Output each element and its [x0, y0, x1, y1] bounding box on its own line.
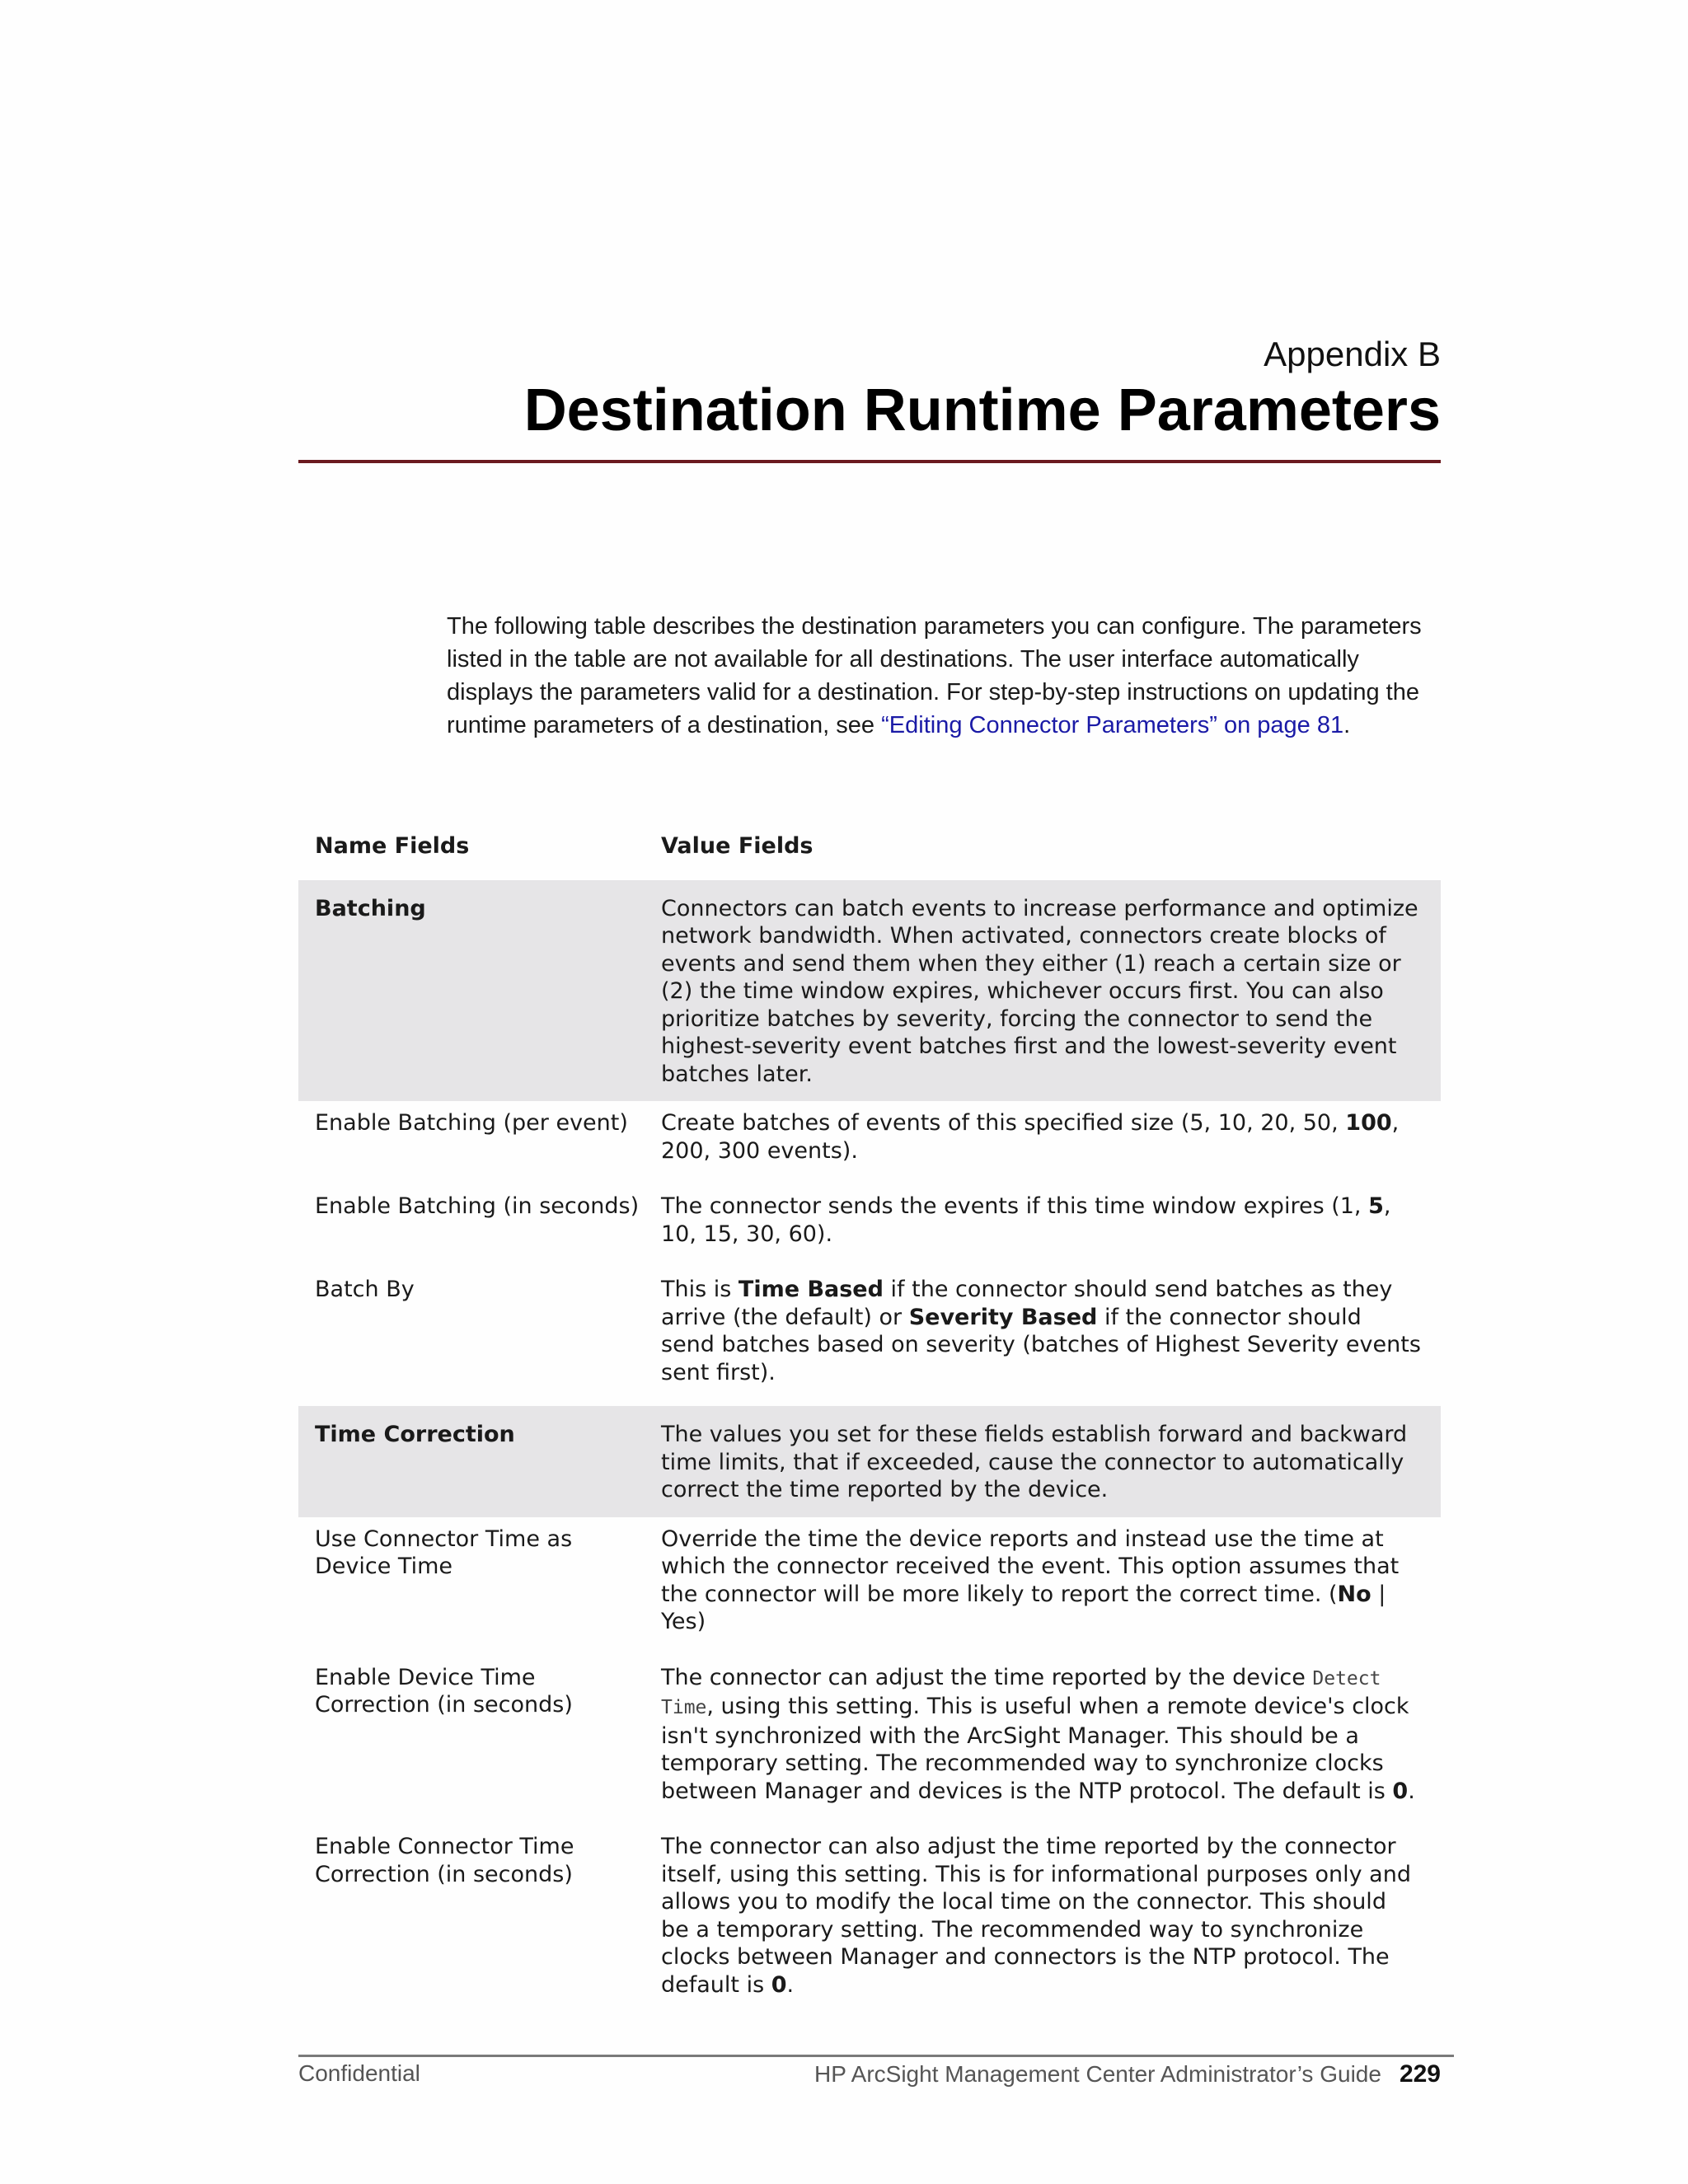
footer-guide-title: [814, 2060, 1441, 2088]
destination-parameters-table: [298, 824, 1441, 2018]
option-time-based: Time Based: [738, 1277, 884, 1302]
value-cell: The connector can adjust the time reported by the device Detect Time, using this setting. This is useful when a remote device's clock isn't synchronized with the ArcSight Manager. This should be a temporary setting. The recommended way to synchronize clocks between Manager and devices is the NTP protocol. The default is 0.: [661, 1664, 1415, 1804]
name-cell: Time Correction: [298, 1406, 661, 1517]
name-cell: Enable Batching (in seconds): [315, 1193, 640, 1219]
table-row: [298, 1517, 1441, 1656]
intro-paragraph: [447, 610, 1441, 742]
footer-confidential: Confidential: [298, 2060, 420, 2086]
value-cell: The connector can also adjust the time reported by the connector itself, using this setting. This is for informational purposes only and allows you to modify the local time on the connector. This should be a temporary setting. The recommended way to synchronize clocks between Manager and connectors is the NTP protocol. The default is 0.: [661, 1834, 1411, 1998]
intro-end: .: [1343, 712, 1351, 738]
table-row: [298, 1656, 1441, 1825]
default-value: 0: [771, 1971, 787, 1998]
option-severity-based: Severity Based: [908, 1304, 1098, 1330]
name-cell: Use Connector Time as Device Time: [315, 1526, 573, 1579]
default-value: No: [1337, 1581, 1372, 1607]
value-cell: Override the time the device reports and instead use the time at which the connector received the event. This option assumes that the connector will be more likely to report the correct time. (No | Yes): [661, 1526, 1400, 1634]
guide-name: HP ArcSight Management Center Administrator’s Guide: [814, 2061, 1381, 2087]
default-value: 100: [1345, 1110, 1392, 1136]
table-row: [298, 1184, 1441, 1268]
value-cell: The connector sends the events if this time window expires (1, 5, 10, 15, 30, 60).: [661, 1193, 1391, 1247]
value-cell: Connectors can batch events to increase performance and optimize network bandwidth. When activated, connectors create blocks of events and send them when they either (1) reach a certain size or (2) the time window expires, whichever occurs first. You can also prioritize batches by severity, forcing the connector to send the highest-severity event batches first and the lowest-severity event batches later.: [661, 880, 1441, 1102]
code-detect-time: Detect Time: [661, 1667, 1381, 1718]
intro-text: The following table describes the destination parameters you can configure. The parameters listed in the table are not available for all destinations. The user interface automatically displays the parameters valid for a destination. For step-by-step instructions on updating the runtime parameters of a destination, see: [447, 613, 1422, 738]
default-value: 5: [1368, 1193, 1384, 1219]
footer-rule: [298, 2055, 1454, 2057]
name-cell: Enable Connector Time Correction (in seconds): [315, 1834, 574, 1887]
table-row: [298, 1268, 1441, 1406]
default-value: 0: [1392, 1778, 1409, 1804]
value-cell: The values you set for these fields establish forward and backward time limits, that if exceeded, cause the connector to automatically correct the time reported by the device.: [661, 1406, 1441, 1517]
title-rule: [298, 460, 1441, 463]
value-cell: Create batches of events of this specified size (5, 10, 20, 50, 100, 200, 300 events).: [661, 1110, 1400, 1164]
name-cell: Enable Device Time Correction (in seconds): [315, 1664, 573, 1718]
appendix-label: Appendix B: [1264, 335, 1441, 373]
table-row: [298, 1825, 1441, 2018]
page-header: [298, 334, 1441, 444]
table-row: [298, 1101, 1441, 1184]
section-row-time-correction: [298, 1406, 1441, 1517]
value-cell: This is Time Based if the connector should send batches as they arrive (the default) or Severity Based if the connector should send batches based on severity (batches of Highest Severity events sent first).: [661, 1277, 1421, 1385]
page-title: Destination Runtime Parameters: [523, 377, 1441, 444]
section-row-batching: [298, 880, 1441, 1102]
name-cell: Batching: [298, 880, 661, 1102]
page-number: 229: [1399, 2060, 1441, 2088]
editing-connector-parameters-link[interactable]: “Editing Connector Parameters” on page 81: [881, 712, 1344, 738]
table-header-row: [298, 824, 1441, 880]
name-cell: Batch By: [315, 1277, 415, 1302]
name-cell: Enable Batching (per event): [315, 1110, 628, 1136]
column-header-name: Name Fields: [315, 833, 470, 859]
column-header-value: Value Fields: [661, 833, 814, 859]
